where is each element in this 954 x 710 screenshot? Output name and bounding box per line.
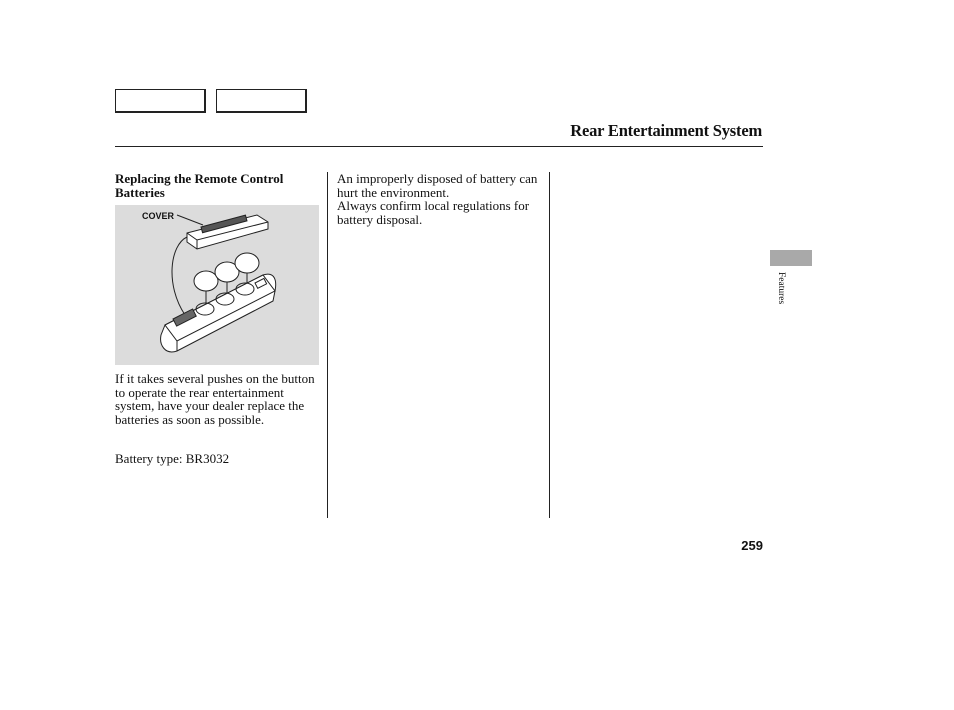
disposal-regulation-line: Always confirm local regulations for battery disposal.: [337, 198, 530, 227]
disposal-warning-line: An improperly disposed of battery can hurt the environment.: [337, 171, 538, 200]
section-heading: Replacing the Remote Control Batteries: [115, 171, 284, 200]
column-divider-left: [327, 172, 328, 518]
nav-button-prev[interactable]: [115, 89, 206, 113]
page-number: 259: [741, 538, 763, 553]
section-tab-label: Features: [776, 272, 786, 305]
nav-button-next[interactable]: [216, 89, 307, 113]
page-title: Rear Entertainment System: [570, 121, 762, 140]
column-divider-right: [549, 172, 550, 518]
section-tab-marker: [770, 250, 812, 266]
remote-control-illustration: [115, 205, 319, 365]
title-divider: [115, 146, 763, 147]
cover-callout-label: COVER: [142, 211, 175, 221]
battery-replacement-paragraph: If it takes several pushes on the button to operate the rear entertainment system, have your dealer replace the batteries as soon as possible.: [115, 371, 315, 427]
remote-battery-figure: [115, 205, 319, 365]
battery-disposal-paragraph: [337, 172, 542, 226]
battery-type-text: Battery type: BR3032: [115, 451, 230, 466]
